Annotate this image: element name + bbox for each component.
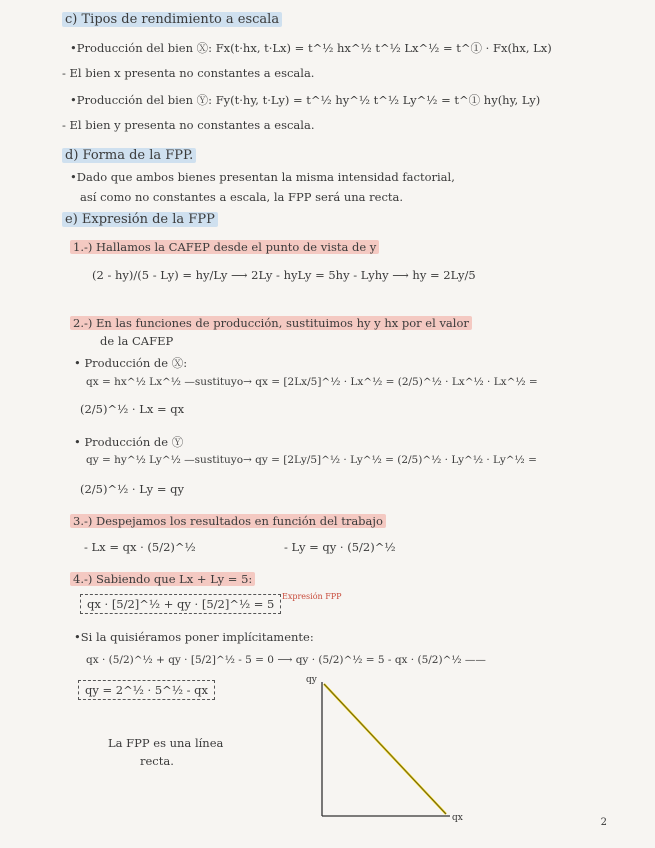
step-3 <box>70 514 386 528</box>
step-1-text: 1.-) Hallamos la CAFEP desde el punto de vista de y <box>70 240 379 254</box>
conclusion-line-2: recta. <box>140 754 174 768</box>
y-axis-label: qy <box>306 675 317 685</box>
page-mark: 2 <box>600 817 607 828</box>
step-3-text: 3.-) Despejamos los resultados en función del trabajo <box>70 514 386 528</box>
step-5: •Si la quisiéramos poner implícitamente: <box>74 630 314 644</box>
fpp-line-outline <box>324 684 446 814</box>
c-line-1: •Producción del bien Ⓧ: Fx(t·hx, t·Lx) = t^½ hx^½ t^½ Lx^½ = t^① · Fx(hx, Lx) <box>70 41 552 55</box>
fpp-boxed-equation: qx · [5/2]^½ + qy · [5/2]^½ = 5 <box>80 594 281 614</box>
step-4 <box>70 572 255 586</box>
prod-y-eq: qy = hy^½ Ly^½ —sustituyo→ qy = [2Ly/5]^½ · Ly^½ = (2/5)^½ · Ly^½ · Ly^½ = <box>86 454 537 466</box>
bleed-through-text <box>480 3 644 158</box>
section-d-title <box>62 148 196 163</box>
eq-3b: - Ly = qy · (5/2)^½ <box>284 540 396 554</box>
conclusion-line-1: La FPP es una línea <box>108 736 224 750</box>
eq-1: (2 - hy)/(5 - Ly) = hy/Ly ⟶ 2Ly - hyLy = 5hy - Lyhy ⟶ hy = 2Ly/5 <box>92 268 476 282</box>
prod-x-eq: qx = hx^½ Lx^½ —sustituyo→ qx = [2Lx/5]^½ · Lx^½ = (2/5)^½ · Lx^½ · Lx^½ = <box>86 376 538 388</box>
step-4-text: 4.-) Sabiendo que Lx + Ly = 5: <box>70 572 255 586</box>
section-e-title <box>62 212 218 227</box>
d-line-2: así como no constantes a escala, la FPP será una recta. <box>80 190 404 204</box>
section-d-title-text: d) Forma de la FPP. <box>62 148 196 163</box>
prod-y-label: • Producción de Ⓨ <box>74 435 184 449</box>
x-axis-label: qx <box>452 813 463 823</box>
prod-x-label: • Producción de Ⓧ: <box>74 356 188 370</box>
c-line-3: •Producción del bien Ⓨ: Fy(t·hy, t·Ly) = t^½ hy^½ t^½ Ly^½ = t^① hy(hy, Ly) <box>70 93 541 107</box>
expresion-fpp-note: Expresión FPP <box>282 592 342 601</box>
step-2a <box>70 316 472 330</box>
prod-y-result: (2/5)^½ · Ly = qy <box>80 482 184 496</box>
eq-6 <box>78 680 215 700</box>
section-c-title <box>62 12 282 27</box>
d-line-1: •Dado que ambos bienes presentan la misma intensidad factorial, <box>70 170 455 184</box>
eq-5: qx · (5/2)^½ + qy · [5/2]^½ - 5 = 0 ⟶ qy · (5/2)^½ = 5 - qx · (5/2)^½ —— <box>86 654 486 666</box>
eq-3a: - Lx = qx · (5/2)^½ <box>84 540 196 554</box>
prod-x-result: (2/5)^½ · Lx = qx <box>80 402 185 416</box>
section-c-title-text: c) Tipos de rendimiento a escala <box>62 12 282 27</box>
step-1 <box>70 240 379 254</box>
step-2a-text: 2.-) En las funciones de producción, sustituimos hy y hx por el valor <box>70 316 472 330</box>
c-line-4: - El bien y presenta no constantes a escala. <box>62 118 315 132</box>
step-2b: de la CAFEP <box>100 334 174 348</box>
c-line-2: - El bien x presenta no constantes a escala. <box>62 66 315 80</box>
fpp-graph <box>300 670 500 830</box>
section-e-title-text: e) Expresión de la FPP <box>62 212 218 227</box>
eq-4 <box>80 594 281 614</box>
implicit-boxed-equation: qy = 2^½ · 5^½ - qx <box>78 680 215 700</box>
